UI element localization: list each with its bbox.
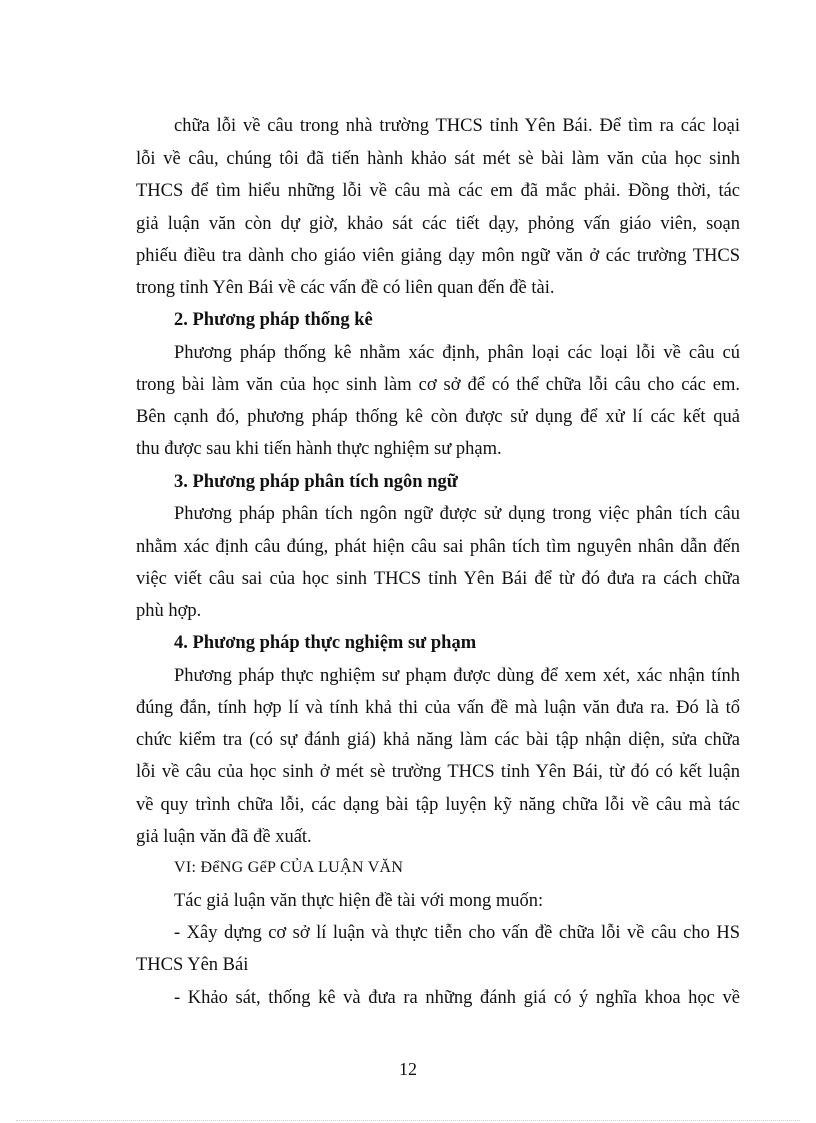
paragraph-line: phiếu điều tra dành cho giáo viên giảng dạy môn ngữ văn ở các trường THCS	[136, 246, 740, 266]
paragraph-line: giả luận văn còn dự giờ, khảo sát các tiết dạy, phỏng vấn giáo viên, soạn	[136, 214, 740, 234]
paragraph-line: Phương pháp phân tích ngôn ngữ được sử dụng trong việc phân tích câu	[174, 504, 740, 524]
paragraph-line: về quy trình chữa lỗi, các dạng bài tập luyện kỹ năng chữa lỗi về câu mà tác	[136, 795, 740, 815]
paragraph-line: Tác giả luận văn thực hiện đề tài với mong muốn:	[174, 891, 544, 911]
paragraph-line: lỗi về câu của học sinh ở mét sè trường THCS tỉnh Yên Bái, từ đó có kết luận	[136, 762, 740, 782]
paragraph-line: THCS để tìm hiểu những lỗi về câu mà các em đã mắc phải. Đồng thời, tác	[136, 181, 740, 201]
paragraph-line: giả luận văn đã đề xuất.	[136, 827, 312, 847]
paragraph-line: Phương pháp thống kê nhằm xác định, phân loại các loại lỗi về câu cú	[174, 343, 740, 363]
paragraph-line: chức kiểm tra (có sự đánh giá) khả năng làm các bài tập nhận diện, sửa chữa	[136, 730, 740, 750]
paragraph-line: Bên cạnh đó, phương pháp thống kê còn được sử dụng để xử lí các kết quả	[136, 407, 740, 427]
paragraph-line: nhằm xác định câu đúng, phát hiện câu sai phân tích tìm nguyên nhân dẫn đến	[136, 537, 740, 557]
paragraph-line: lỗi về câu, chúng tôi đã tiến hành khảo sát mét sè bài làm văn của học sinh	[136, 149, 740, 169]
paragraph-line: thu được sau khi tiến hành thực nghiệm sư phạm.	[136, 439, 502, 459]
paragraph-line: trong bài làm văn của học sinh làm cơ sở để có thể chữa lỗi câu cho các em.	[136, 375, 740, 395]
paragraph-line: phù hợp.	[136, 601, 202, 621]
bullet-line: THCS Yên Bái	[136, 955, 249, 975]
page-number: 12	[399, 1059, 417, 1079]
bullet-line: - Khảo sát, thống kê và đưa ra những đánh giá có ý nghĩa khoa học về	[174, 988, 740, 1008]
page-bottom-border	[16, 1120, 800, 1121]
paragraph-line: đúng đắn, tính hợp lí và tính khả thi của vấn đề mà luận văn đưa ra. Đó là tổ	[136, 698, 740, 718]
paragraph-line: việc viết câu sai của học sinh THCS tỉnh Yên Bái để từ đó đưa ra cách chữa	[136, 569, 740, 589]
paragraph-line: Phương pháp thực nghiệm sư phạm được dùng để xem xét, xác nhận tính	[174, 666, 740, 686]
heading-pedagogical-experiment-method: 4. Phương pháp thực nghiệm sư phạm	[174, 633, 477, 653]
heading-statistics-method: 2. Phương pháp thống kê	[174, 310, 373, 330]
bullet-line: - Xây dựng cơ sở lí luận và thực tiễn cho vấn đề chữa lỗi về câu cho HS	[174, 923, 740, 943]
paragraph-line: chữa lỗi về câu trong nhà trường THCS tỉnh Yên Bái. Để tìm ra các loại	[174, 116, 740, 136]
section-heading-contributions: VI: ĐểNG GểP CỦA LUẬN VĂN	[174, 859, 404, 876]
heading-language-analysis-method: 3. Phương pháp phân tích ngôn ngữ	[174, 472, 458, 492]
paragraph-line: trong tỉnh Yên Bái về các vấn đề có liên quan đến đề tài.	[136, 278, 555, 298]
